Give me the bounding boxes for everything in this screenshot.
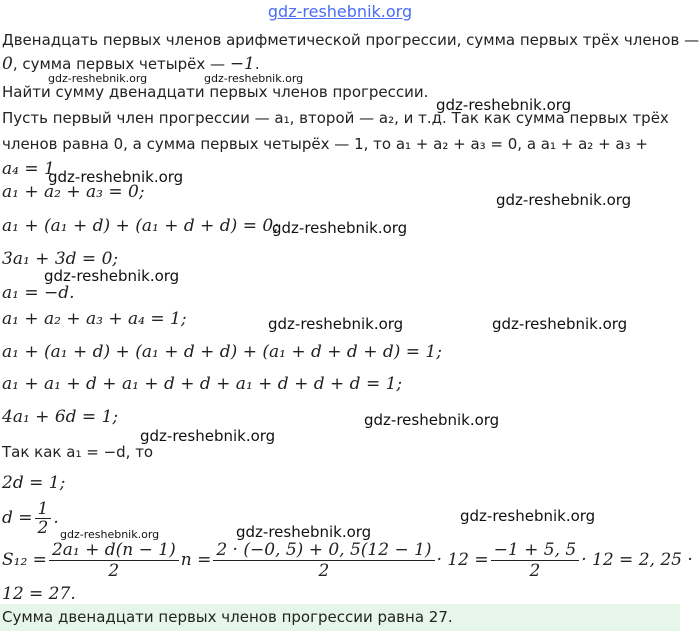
sum-fraction-3 bbox=[491, 540, 580, 581]
site-header-link[interactable]: gdz-reshebnik.org bbox=[267, 2, 413, 21]
watermark: gdz-reshebnik.org bbox=[236, 523, 372, 541]
solution-intro-2: членов равна 0, а сумма первых четырёх — 1, то a₁ + a₂ + a₃ = 0, а a₁ + a₂ + a₃ + bbox=[2, 135, 648, 153]
problem-line-3: Найти сумму двенадцати первых членов прогрессии. bbox=[2, 83, 429, 101]
fraction-denominator: 2 bbox=[37, 518, 49, 538]
sum-end: · 12 = 2, 25 · bbox=[581, 550, 693, 570]
watermark: gdz-reshebnik.org bbox=[140, 427, 276, 445]
answer-text: Сумма двенадцати первых членов прогрессии равна 27. bbox=[2, 608, 453, 626]
equation-3: 3a₁ + 3d = 0; bbox=[2, 249, 119, 269]
watermark: gdz-reshebnik.org bbox=[492, 315, 628, 333]
watermark: gdz-reshebnik.org bbox=[460, 507, 596, 525]
watermark: gdz-reshebnik.org bbox=[204, 72, 304, 85]
sum-fraction-1-den: 2 bbox=[108, 561, 120, 581]
equation-9: 2d = 1; bbox=[2, 473, 66, 493]
watermark: gdz-reshebnik.org bbox=[48, 168, 184, 186]
watermark: gdz-reshebnik.org bbox=[60, 528, 160, 541]
watermark: gdz-reshebnik.org bbox=[496, 191, 632, 209]
sum-fraction-1 bbox=[49, 540, 179, 581]
watermark: gdz-reshebnik.org bbox=[436, 96, 572, 114]
watermark: gdz-reshebnik.org bbox=[364, 411, 500, 429]
sum-fraction-2-den: 2 bbox=[318, 561, 330, 581]
equation-5: a₁ + a₂ + a₃ + a₄ = 1; bbox=[2, 309, 187, 329]
problem-line-2 bbox=[2, 54, 260, 74]
eq10-lhs: d = bbox=[2, 508, 33, 528]
answer-box bbox=[0, 604, 680, 631]
math-minus-one: −1 bbox=[229, 54, 255, 74]
sum-line-2: 12 = 27. bbox=[2, 584, 76, 604]
equation-1: a₁ + a₂ + a₃ = 0; bbox=[2, 182, 145, 202]
sum-fraction-2-num: 2 · (−0, 5) + 0, 5(12 − 1) bbox=[213, 540, 434, 561]
watermark: gdz-reshebnik.org bbox=[272, 219, 408, 237]
problem-text-end: . bbox=[254, 55, 260, 73]
equation-10 bbox=[2, 500, 59, 537]
sum-fraction-2 bbox=[213, 540, 434, 581]
eq10-end: . bbox=[53, 508, 59, 528]
equation-7: a₁ + a₁ + d + a₁ + d + d + a₁ + d + d + d = 1; bbox=[2, 374, 403, 394]
watermark: gdz-reshebnik.org bbox=[268, 315, 404, 333]
equation-6: a₁ + (a₁ + d) + (a₁ + d + d) + (a₁ + d + d + d) = 1; bbox=[2, 342, 442, 362]
equation-2: a₁ + (a₁ + d) + (a₁ + d + d) = 0; bbox=[2, 216, 279, 236]
sum-mid-2: · 12 = bbox=[436, 550, 489, 570]
sum-fraction-3-den: 2 bbox=[529, 561, 541, 581]
solution-intro-1: Пусть первый член прогрессии — a₁, второй — a₂, и т.д. Так как сумма первых трёх bbox=[2, 109, 669, 127]
equation-4: a₁ = −d. bbox=[2, 283, 75, 303]
sum-mid-1: n = bbox=[180, 550, 212, 570]
equation-8: 4a₁ + 6d = 1; bbox=[2, 407, 119, 427]
sum-fraction-3-num: −1 + 5, 5 bbox=[491, 540, 580, 561]
problem-line-1: Двенадцать первых членов арифметической прогрессии, сумма первых трёх членов — bbox=[2, 31, 699, 49]
sum-lhs: S₁₂ = bbox=[2, 550, 47, 570]
since-line: Так как a₁ = −d, то bbox=[2, 443, 154, 461]
watermark: gdz-reshebnik.org bbox=[44, 267, 180, 285]
watermark: gdz-reshebnik.org bbox=[48, 72, 148, 85]
fraction-numerator: 1 bbox=[35, 500, 52, 519]
solution-intro-3: a₄ = 1 bbox=[2, 159, 55, 179]
sum-formula bbox=[2, 540, 693, 581]
math-zero: 0 bbox=[2, 54, 13, 74]
fraction-one-half bbox=[35, 500, 52, 537]
problem-text: , сумма первых четырёх — bbox=[12, 55, 230, 73]
sum-fraction-1-num: 2a₁ + d(n − 1) bbox=[49, 540, 179, 561]
